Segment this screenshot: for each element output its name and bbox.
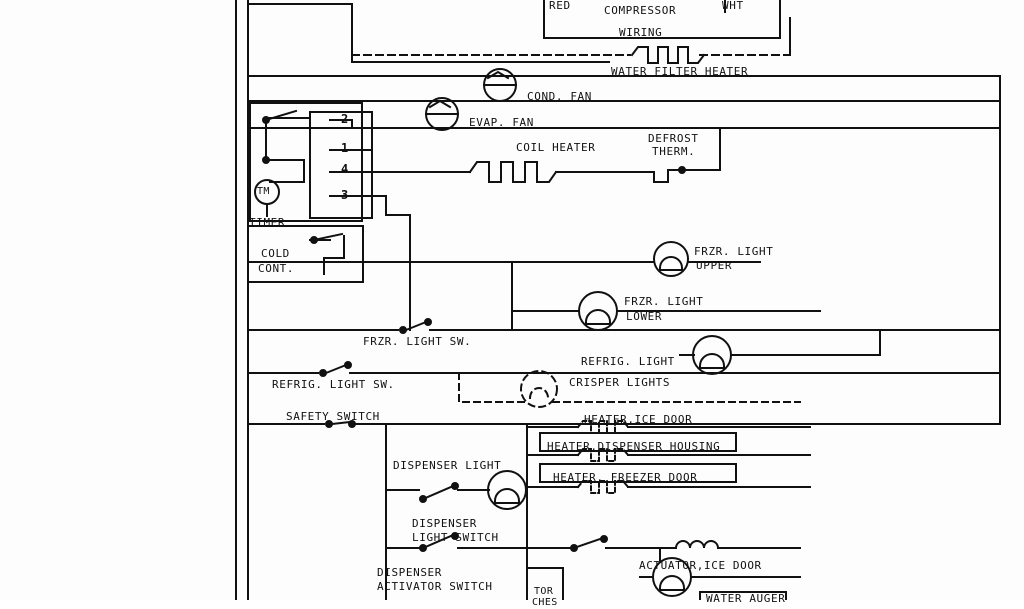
label-motor-1: TOR [534,586,554,597]
label-dispenser-light: DISPENSER LIGHT [393,459,502,472]
label-coil-heater: COIL HEATER [516,141,596,154]
label-timer-motor: TM [257,186,270,197]
label-defrost-therm: THERM. [652,145,696,158]
label-actuator-ice-door: ACTUATOR,ICE DOOR [639,559,762,572]
label-heater-ice-door: HEATER,ICE DOOR [584,413,693,426]
label-frzr-light-upper: FRZR. LIGHT [694,245,774,258]
label-safety-switch: SAFETY SWITCH [286,410,380,423]
label-cont: CONT. [258,262,295,275]
label-motor-2: CHES [532,597,558,608]
label-water-auger: WATER AUGER [706,592,786,605]
label-defrost: DEFROST [648,132,699,145]
label-terminal-1: 1 [341,141,349,155]
label-timer: TIMER [249,216,286,229]
label-refrig-light-switch: REFRIG. LIGHT SW. [272,378,395,391]
label-wht: WHT [722,0,744,12]
label-frzr-light-lower-2: LOWER [626,310,663,323]
label-dispenser-activator-switch-1: DISPENSER [377,566,443,579]
label-terminal-2: 2 [341,112,349,126]
label-dispenser-light-switch-2: LIGHT SWITCH [412,531,499,544]
label-red: RED [549,0,571,12]
label-water-filter-heater: WATER FILTER HEATER [611,65,749,78]
label-evap-fan: EVAP. FAN [469,116,535,129]
label-refrig-light: REFRIG. LIGHT [581,355,675,368]
label-frzr-light-upper-2: UPPER [696,259,733,272]
label-dispenser-activator-switch-2: ACTIVATOR SWITCH [377,580,493,593]
label-wiring: WIRING [619,26,663,39]
label-frzr-light-switch: FRZR. LIGHT SW. [363,335,472,348]
label-heater-dispenser-housing: HEATER,DISPENSER HOUSING [547,440,721,453]
label-frzr-light-lower: FRZR. LIGHT [624,295,704,308]
label-cold: COLD [261,247,290,260]
label-compressor: COMPRESSOR [604,4,677,17]
label-heater-freezer-door: HEATER, FREEZER DOOR [553,471,698,484]
label-cond-fan: COND. FAN [527,90,593,103]
label-terminal-3: 3 [341,188,349,202]
label-terminal-4: 4 [341,162,349,176]
label-crisper-lights: CRISPER LIGHTS [569,376,671,389]
label-dispenser-light-switch-1: DISPENSER [412,517,478,530]
